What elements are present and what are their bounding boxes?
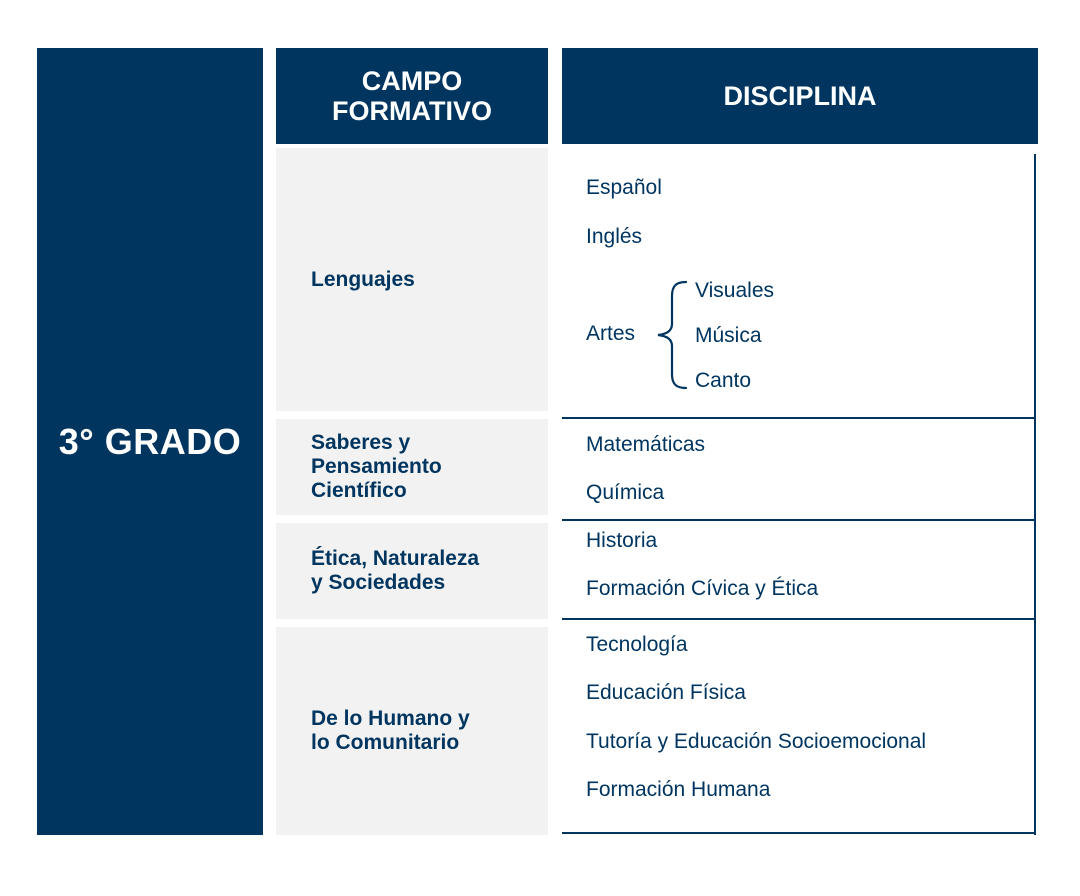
disciplina-right-border (1034, 154, 1036, 835)
campo-saberes (276, 419, 548, 515)
disciplina-tutoria: Tutoría y Educación Socioemocional (586, 730, 927, 753)
campo-etica-line-2: y Sociedades (311, 571, 446, 594)
disciplina-tecnologia: Tecnología (586, 633, 688, 656)
disciplina-educacion-fisica: Educación Física (586, 681, 746, 704)
disciplina-historia: Historia (586, 529, 658, 552)
disciplina-formacion-civica: Formación Cívica y Ética (586, 577, 819, 600)
divider-bottom (562, 832, 1036, 834)
campo-humano-line-2: lo Comunitario (311, 731, 460, 754)
artes-sub-canto: Canto (695, 369, 752, 392)
header-disciplina-label: DISCIPLINA (723, 80, 877, 111)
header-campo-formativo (276, 48, 548, 144)
campo-lenguajes (276, 148, 548, 411)
disciplina-formacion-humana: Formación Humana (586, 778, 771, 801)
grade-label: 3° GRADO (58, 420, 242, 462)
campo-lenguajes-line-1: Lenguajes (311, 267, 415, 291)
disciplina-matematicas: Matemáticas (586, 433, 706, 456)
campo-humano-line-1: De lo Humano y (311, 707, 470, 730)
artes-sub-visuales: Visuales (695, 279, 774, 302)
left-curly-brace-icon (652, 280, 690, 390)
header-campo-line-2: FORMATIVO (332, 96, 492, 126)
campo-humano (276, 627, 548, 835)
campo-etica-line-1: Ética, Naturaleza (311, 547, 480, 570)
grade-block (37, 48, 263, 835)
artes-sub-musica: Música (695, 324, 762, 347)
disciplina-artes: Artes (586, 322, 636, 345)
campo-saberes-line-3: Científico (311, 479, 407, 502)
disciplina-ingles: Inglés (586, 225, 643, 248)
header-disciplina (562, 48, 1038, 144)
campo-saberes-line-1: Saberes y (311, 431, 411, 454)
divider-2 (562, 519, 1036, 521)
header-campo-line-1: CAMPO (361, 66, 463, 96)
campo-etica (276, 523, 548, 619)
campo-saberes-line-2: Pensamiento (311, 455, 442, 478)
divider-3 (562, 618, 1036, 620)
disciplina-espanol: Español (586, 176, 662, 199)
divider-1 (562, 417, 1036, 419)
disciplina-quimica: Química (586, 481, 665, 504)
